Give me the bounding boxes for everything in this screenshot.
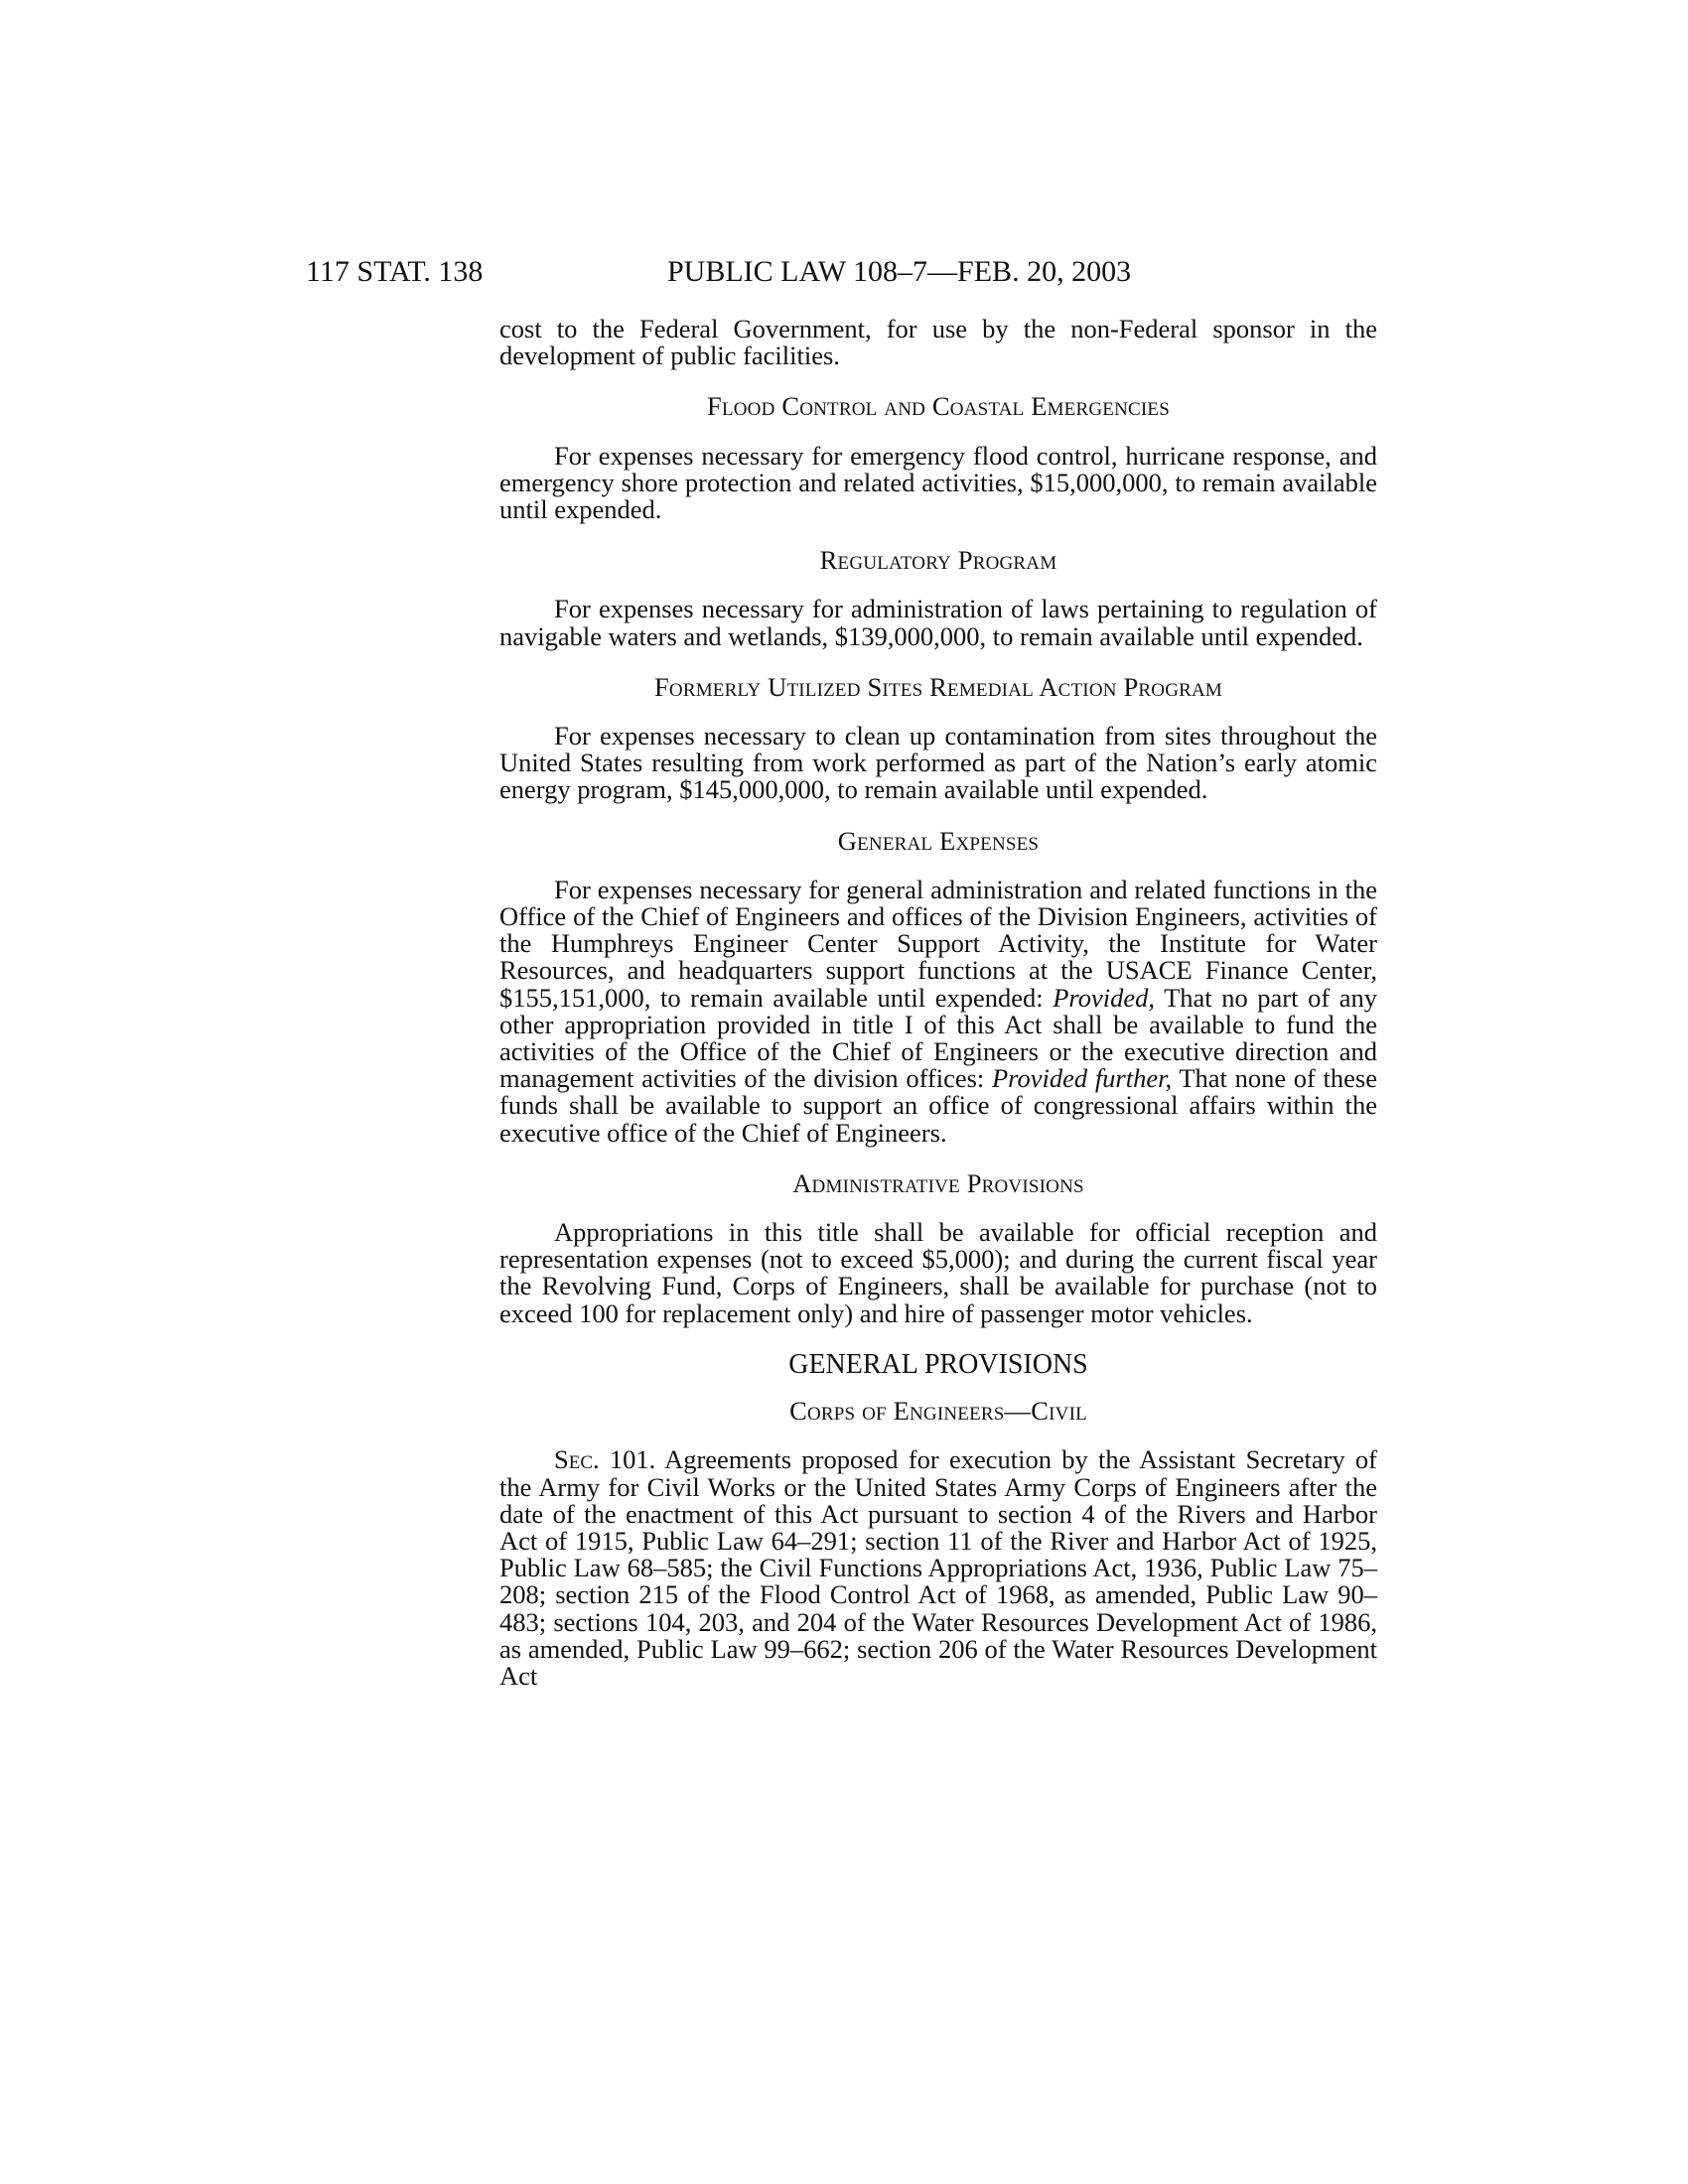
intro-paragraph: cost to the Federal Government, for use by the non-Federal sponsor in the development of public facilities. — [499, 314, 1377, 371]
proviso-1: Provided, — [1053, 982, 1155, 1013]
running-head — [0, 252, 1688, 292]
regulatory-program-paragraph: For expenses necessary for administration of laws pertaining to regulation of navigable waters and wetlands, $139,000,000, to remain available until expended. — [499, 594, 1377, 651]
section-101-text: Agreements proposed for execution by the Assistant Secretary of the Army for Civil Works or the United States Army Corps of Engineers after the date of the enactment of this Act pursuant to section 4 of the Rivers and Harbor Act of 1915, Public Law 64–291; section 11 of the River and Harbor Act of 1925, Public Law 68–585; the Civil Functions Appropriations Act, 1936, Public Law 75–208; section 215 of the Flood Control Act of 1968, as amended, Public Law 90–483; sections 104, 203, and 204 of the Water Resources Development Act of 1986, as amended, Public Law 99–662; section 206 of the Water Resources Development Act — [499, 1444, 1377, 1691]
general-provisions-heading: GENERAL PROVISIONS — [788, 1348, 1088, 1380]
fusrap-paragraph: For expenses necessary to clean up contamination from sites throughout the United States resulting from work performed as part of the Nation’s early atomic energy program, $145,000,000, to remain available until expended. — [499, 721, 1377, 805]
public-law-reference: PUBLIC LAW 108–7—FEB. 20, 2003 — [667, 255, 1132, 288]
general-expenses-text-2: That no part of any other appropriation provided in title I of this Act shall be available to fund the activities of the Office of the Chief of Engineers or the executive direction and management activities of the division offices: — [499, 982, 1377, 1094]
section-101-label: Sec. 101. — [554, 1444, 656, 1475]
general-expenses-text-3: That none of these funds shall be available to support an office of congressional affairs within the executive office of the Chief of Engineers. — [499, 1063, 1377, 1148]
section-101-paragraph — [499, 1446, 1377, 1690]
administrative-provisions-heading: Administrative Provisions — [792, 1167, 1084, 1198]
statute-page-reference: 117 STAT. 138 — [306, 255, 484, 288]
regulatory-program-heading: Regulatory Program — [819, 545, 1057, 576]
corps-of-engineers-civil-heading: Corps of Engineers—Civil — [789, 1396, 1087, 1427]
general-expenses-text-1: For expenses necessary for general administration and related functions in the Office of the Chief of Engineers and offices of the Division Engineers, activities of the Humphreys Engineer Center Support Activity, the Institute for Water Resources, and headquarters support functions at the USACE Finance Center, $155,151,000, to remain available until expended: — [499, 874, 1377, 1013]
general-expenses-paragraph — [499, 874, 1377, 1148]
administrative-provisions-paragraph: Appropriations in this title shall be available for official reception and representation expenses (not to exceed $5,000); and during the current fiscal year the Revolving Fund, Corps of Engineers, shall be available for purchase (not to exceed 100 for replacement only) and hire of passenger motor vehicles. — [499, 1217, 1377, 1328]
general-expenses-heading: General Expenses — [837, 825, 1040, 856]
fusrap-heading: Formerly Utilized Sites Remedial Action Program — [653, 671, 1223, 702]
proviso-2: Provided further, — [991, 1063, 1173, 1094]
statute-body — [499, 316, 1377, 1690]
flood-control-paragraph: For expenses necessary for emergency flood control, hurricane response, and emergency shore protection and related activities, $15,000,000, to remain available until expended. — [499, 440, 1377, 525]
flood-control-heading: Flood Control and Coastal Emergencies — [707, 391, 1170, 422]
